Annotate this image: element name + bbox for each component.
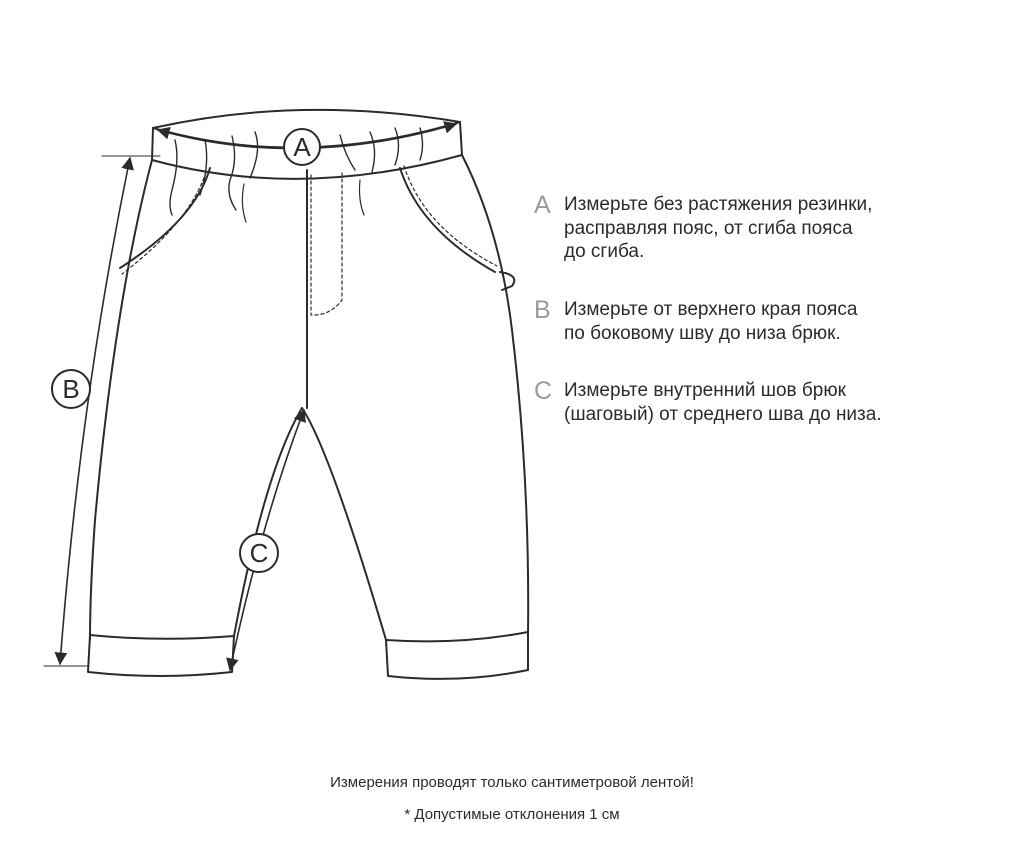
- label-a: A: [293, 132, 311, 162]
- footer-note: Измерения проводят только сантиметровой лентой!: [330, 774, 694, 791]
- pants-outline: [88, 110, 528, 679]
- label-badge-a: [284, 129, 320, 165]
- footer-tolerance: * Допустимые отклонения 1 см: [404, 806, 620, 823]
- label-b: B: [62, 374, 80, 404]
- measurement-lines: [44, 124, 456, 670]
- instruction-text: Измерьте внутренний шов брюк (шаговый) от среднего шва до низа.: [564, 380, 882, 425]
- label-badge-b: [52, 370, 90, 408]
- instruction-letter: C: [534, 377, 553, 405]
- label-badge-c: [240, 534, 278, 572]
- instruction-c: [534, 379, 984, 426]
- instruction-letter: A: [534, 191, 551, 219]
- instruction-letter: B: [534, 296, 551, 324]
- instruction-text: Измерьте от верхнего края пояса по боковому шву до низа брюк.: [564, 299, 858, 344]
- label-c: C: [249, 538, 269, 568]
- instruction-a: [534, 193, 984, 264]
- instruction-text: Измерьте без растяжения резинки, расправляя пояс, от сгиба пояса до сгиба.: [564, 194, 873, 262]
- instruction-b: [534, 298, 984, 345]
